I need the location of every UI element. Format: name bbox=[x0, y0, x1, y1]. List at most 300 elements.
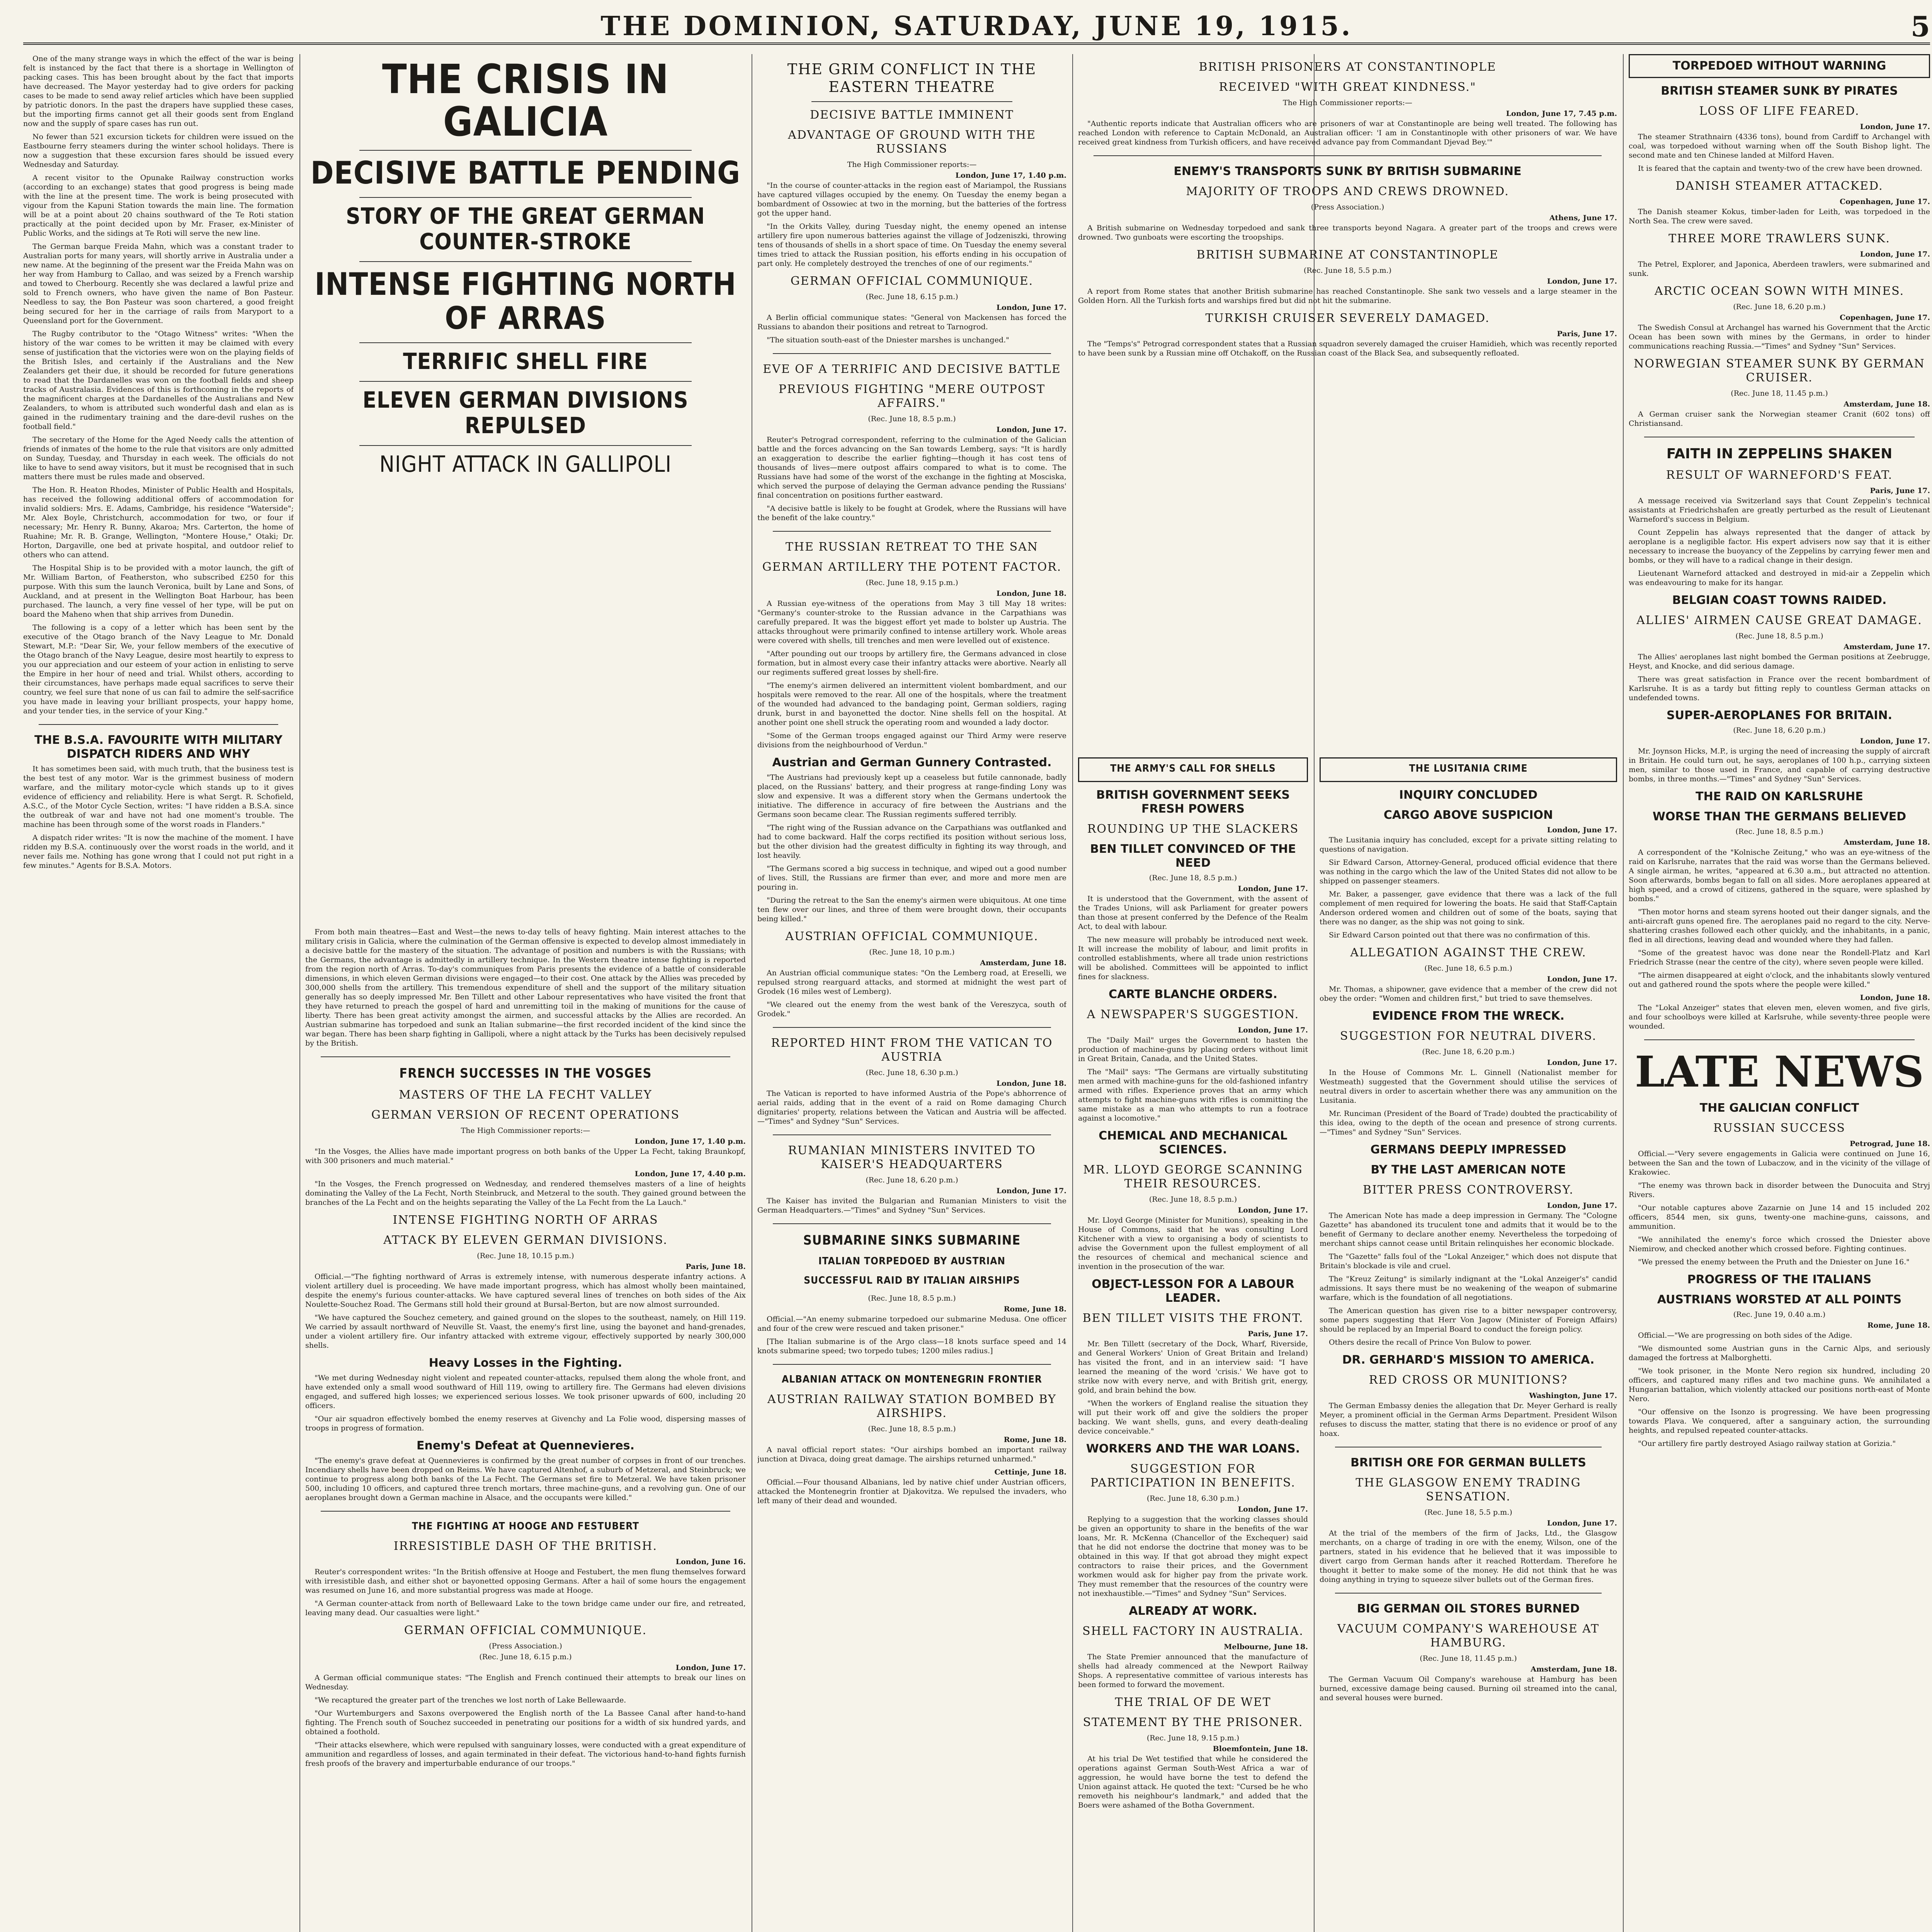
headline-faith-in-zeppelins: FAITH IN ZEPPELINS SHAKEN bbox=[1666, 446, 1893, 462]
dateline: London, June 17. bbox=[1547, 975, 1617, 983]
subheading: OBJECT-LESSON FOR A LABOUR LEADER. bbox=[1092, 1277, 1294, 1305]
subheading: BRITISH ORE FOR GERMAN BULLETS bbox=[1350, 1456, 1586, 1469]
dateline: London, June 17. bbox=[1238, 1206, 1308, 1214]
news-paragraph: Sir Edward Carson pointed out that there was no confirmation of this. bbox=[1329, 931, 1590, 939]
subheading: RUMANIAN MINISTERS INVITED TO KAISER'S HEADQUARTERS bbox=[788, 1144, 1036, 1171]
column-local-news bbox=[23, 54, 294, 1932]
news-paragraph: No fewer than 521 excursion tickets for children were issued on the Eastbourne ferry steamers during the winter school holidays. There is now a suggestion that these excursion fares should be issued every Wednesday and Saturday. bbox=[23, 133, 294, 169]
news-paragraph: Sir Edward Carson, Attorney-General, produced official evidence that there was nothing in the cargo which the law of the United States did not allow to be shipped on passenger steamers. bbox=[1320, 858, 1617, 885]
dateline: London, June 18. bbox=[996, 589, 1066, 598]
subheading: PREVIOUS FIGHTING "MERE OUTPOST AFFAIRS." bbox=[778, 383, 1046, 410]
received-line: (Rec. June 18, 6.15 p.m.) bbox=[479, 1653, 572, 1661]
subheading: Enemy's Defeat at Quennevieres. bbox=[416, 1439, 635, 1452]
dateline: London, June 17. bbox=[1238, 1505, 1308, 1514]
subheading: NORWEGIAN STEAMER SUNK BY GERMAN CRUISER. bbox=[1634, 357, 1925, 384]
news-paragraph: "The airmen disappeared at eight o'clock, and the inhabitants slowly ventured out and gathered round the spots where the people were killed." bbox=[1629, 971, 1930, 989]
column-lusitania bbox=[1320, 757, 1617, 1932]
dateline: London, June 18. bbox=[1860, 993, 1930, 1002]
column-army-shells bbox=[1078, 757, 1308, 1932]
summary-paragraph: From both main theatres—East and West—the news to-day tells of heavy fighting. Main interest attaches to the military crisis in Galicia, where the culmination of the German offensive is expected to develop almost immediately in a decisive battle for the mastery of the situation. The advantage of position and numbers is with the Russians; with the Germans, the advantage is admittedly in artillery technique. In the Western theatre intense fighting is reported from the region north of Arras. To-day's communiques from Paris presents the evidence of a battle of considerable dimensions, in which eleven German divisions were engaged—to their cost. One attack by the Allies was preceded by 300,000 shells from the artillery. This tremendous expenditure of shell and the support of the military situation generally has so deeply impressed Mr. Ben Tillett and other Labour representatives who have visited the front that they have returned to preach the gospel of hard and unremitting toil in the making of munitions for the cause of liberty. There has been great activity amongst the airmen, and successful attacks by the Allies are recorded. An Austrian submarine has torpedoed and sunk an Italian submarine—the first recorded incident of the kind since the war began. There has been sharp fighting in Gallipoli, where a night attack by the Turks has been decisively repulsed by the British. bbox=[305, 928, 746, 1048]
dateline: London, June 17. bbox=[1238, 1026, 1308, 1034]
subheading: MAJORITY OF TROOPS AND CREWS DROWNED. bbox=[1186, 185, 1509, 198]
news-paragraph: A German official communique states: "The English and French continued their attempts to break our lines on Wednesday. bbox=[305, 1673, 746, 1691]
subheading: WORSE THAN THE GERMANS BELIEVED bbox=[1652, 810, 1906, 823]
news-paragraph: Reuter's correspondent writes: "In the British offensive at Hooge and Festubert, the men flung themselves forward with irresistible dash, and either shot or bayonetted opposing Germans. After a hail of some hours the engagement was resumed on June 16, and more substantial progress was made at Hooge. bbox=[305, 1568, 746, 1595]
headline-submarine-sinks-submarine: SUBMARINE SINKS SUBMARINE bbox=[803, 1233, 1021, 1248]
subheading: RECEIVED "WITH GREAT KINDNESS." bbox=[1219, 80, 1476, 94]
subheading: BEN TILLET VISITS THE FRONT. bbox=[1082, 1311, 1304, 1325]
galicia-headline-block bbox=[305, 58, 746, 920]
subheading: GERMAN ARTILLERY THE POTENT FACTOR. bbox=[762, 560, 1062, 574]
news-paragraph: Official.—"Very severe engagements in Galicia were continued on June 16, between the San and the town of Lubaczow, and in the vicinity of the village of Krakowiec. bbox=[1629, 1150, 1930, 1177]
dateline: Copenhagen, June 17. bbox=[1840, 197, 1930, 206]
divider bbox=[39, 724, 278, 725]
dateline: London, June 17. bbox=[1547, 1058, 1617, 1067]
divider bbox=[359, 342, 692, 343]
received-line: (Rec. June 18, 11.45 p.m.) bbox=[1420, 1654, 1517, 1663]
news-paragraph: "Our offensive on the Isonzo is progressing. We have been progressing towards Plava. We conquered, after a sanguinary action, the surrounding heights, and repulsed repeated counter-attacks. bbox=[1629, 1408, 1930, 1435]
news-paragraph: "We took prisoner, in the Monte Nero region six hundred, including 20 officers, and captured many rifles and two machine guns. We annihilated a Hungarian battalion, which violently attacked our positions north-east of Monte Nero. bbox=[1629, 1367, 1930, 1403]
news-paragraph: A German cruiser sank the Norwegian steamer Cranit (602 tons) off Christiansand. bbox=[1629, 410, 1930, 428]
subheading: CHEMICAL AND MECHANICAL SCIENCES. bbox=[1099, 1129, 1287, 1156]
news-paragraph: The Rugby contributor to the "Otago Witness" writes: "When the history of the war comes to be written it may be claimed with every sense of justification that the victories were won on the playing fields of the British Isles, and certainly if the Australians and the New Zealanders get their due, it should be recorded for future generations to read that the Dardanelles was won on the football fields and sheep tracks of Australasia. Evidences of this is forthcoming in the reports of the magnificent charges at the Dardanelles of the Australians and New Zealanders, to whom is attributed such wonderful dash and elan as is gained in the rudimentary training and the dare-devil rushes on the football field." bbox=[23, 330, 294, 431]
subheading: ALLEGATION AGAINST THE CREW. bbox=[1350, 946, 1587, 959]
masthead bbox=[23, 8, 1930, 45]
dateline: Paris, June 17. bbox=[1248, 1330, 1308, 1338]
subheading: DR. GERHARD'S MISSION TO AMERICA. bbox=[1342, 1353, 1595, 1367]
subheading: GERMAN VERSION OF RECENT OPERATIONS bbox=[371, 1108, 680, 1122]
headline-torpedoed-without-warning: TORPEDOED WITHOUT WARNING bbox=[1672, 59, 1886, 73]
news-paragraph: A Berlin official communique states: "General von Mackensen has forced the Russians to abandon their positions and retreat to Tarnogrod. bbox=[757, 313, 1066, 331]
dateline: London, June 17. bbox=[1547, 1519, 1617, 1527]
news-paragraph: "Our Wurtemburgers and Saxons overpowered the English north of the La Bassee Canal after hand-to-hand fighting. The French south of Souchez succeeded in penetrating our positions for a width of six hundred yards, and obtained a foothold. bbox=[305, 1709, 746, 1736]
news-paragraph: The Allies' aeroplanes last night bombed the German positions at Zeebrugge, Heyst, and Knocke, and did serious damage. bbox=[1629, 653, 1930, 670]
news-paragraph: The German barque Freida Mahn, which was a constant trader to Australian ports for many years, will shortly arrive in Australia under a new name. At the beginning of the present war the Freida Mahn was on her way from Hamburg to Callao, and was seized by a French warship and towed to Cherbourg. Recently she was declared a lawful prize and sold to French owners, who have given the name of Bon Pasteur. Needless to say, the Bon Pasteur was soon chartered, a good freight being secured for her in the carriage of rails from Maryport to a Queensland port for the Government. bbox=[23, 242, 294, 325]
column-rule bbox=[1314, 757, 1315, 1932]
news-paragraph: "The enemy was thrown back in disorder between the Dunocuita and Stryj Rivers. bbox=[1629, 1181, 1930, 1199]
subheading: MASTERS OF THE LA FECHT VALLEY bbox=[399, 1088, 652, 1102]
dateline: London, June 17. bbox=[1547, 1201, 1617, 1210]
newspaper-title: THE DOMINION, SATURDAY, JUNE 19, 1915. bbox=[600, 11, 1353, 42]
news-paragraph: "In the course of counter-attacks in the region east of Mariampol, the Russians have captured villages occupied by the enemy. On Tuesday the enemy began a bombardment of Ossowiec at two in the morning, but the batteries of the fortress got the upper hand. bbox=[757, 181, 1066, 218]
news-paragraph: "We met during Wednesday night violent and repeated counter-attacks, repulsed them along the whole front, and have extended only a small wood southward of Hill 119, owing to artillery fire. The Germans had eleven divisions engaged, and suffered high losses; we experienced serious losses. We took prisoner upwards of 600, including 20 officers. bbox=[305, 1374, 746, 1410]
news-paragraph: The State Premier announced that the manufacture of shells had already commenced at the Newport Railway Shops. A representative committee of various interests has been formed to forward the movement. bbox=[1078, 1653, 1308, 1689]
news-paragraph: The Vatican is reported to have informed Austria of the Pope's abhorrence of aerial raids, adding that in the event of a raid on Rome damaging Church dignitaries' property, relations between the Vatican and Austria will be affected.—"Times" and Sydney "Sun" Services. bbox=[757, 1089, 1066, 1126]
news-paragraph: "During the retreat to the San the enemy's airmen were ubiquitous. At one time ten flew over our lines, and three of them were brought down, their occupants being killed." bbox=[757, 896, 1066, 923]
news-paragraph: Official.—Four thousand Albanians, led by native chief under Austrian officers, attacked the Montenegrin frontier at Djakovitza. We repulsed the invaders, who left many of their dead and wounded. bbox=[757, 1478, 1066, 1505]
news-paragraph: "The situation south-east of the Dniester marshes is unchanged." bbox=[767, 336, 1009, 344]
dateline: London, June 17. bbox=[996, 1187, 1066, 1195]
news-paragraph: "Our notable captures above Zazarnie on June 14 and 15 included 202 officers, 8544 men, six guns, twenty-one machine-guns, caissons, and ammunition. bbox=[1629, 1204, 1930, 1231]
news-paragraph: "The Germans scored a big success in technique, and wiped out a good number of lives. Still, the Russians are firmer than ever, and more and more men are pouring in. bbox=[757, 864, 1066, 891]
dateline: London, June 18. bbox=[996, 1079, 1066, 1088]
received-line: (Rec. June 18, 5.5 p.m.) bbox=[1424, 1508, 1512, 1517]
subheading: EVIDENCE FROM THE WRECK. bbox=[1372, 1009, 1565, 1023]
subheading: REPORTED HINT FROM THE VATICAN TO AUSTRIA bbox=[771, 1036, 1053, 1064]
news-paragraph: The "Temps's" Petrograd correspondent states that a Russian squadron severely damaged the cruiser Hamidieh, which was recently reported to have been sunk by a Russian mine off Otchakoff, on the Russian coast of the Black Sea, and subsequently refloated. bbox=[1078, 340, 1617, 357]
received-line: (Rec. June 18, 6.20 p.m.) bbox=[1733, 303, 1826, 311]
dateline: Amsterdam, June 18. bbox=[1844, 400, 1930, 408]
news-paragraph: It is feared that the captain and twenty-two of the crew have been drowned. bbox=[1638, 164, 1923, 173]
news-paragraph: At his trial De Wet testified that while he considered the operations against German South-West Africa a war of aggression, he would have borne the test to defend the Union against attack. He quoted the text: "Cursed be he who removeth his neighbour's landmark," and added that the Boers were ashamed of the Botha Government. bbox=[1078, 1755, 1308, 1810]
news-paragraph: There was great satisfaction in France over the recent bombardment of Karlsruhe. It is as a tardy but fitting reply to countless German attacks on undefended towns. bbox=[1629, 675, 1930, 702]
dateline: London, June 17. bbox=[996, 425, 1066, 434]
dateline: Paris, June 17. bbox=[1557, 330, 1617, 338]
news-paragraph: "Their attacks elsewhere, which were repulsed with sanguinary losses, were conducted with a great expenditure of ammunition and regardless of losses, and again terminated in their defeat. The victorious hand-to-hand fights furnish fresh proofs of the bravery and imperturbable endurance of our troops." bbox=[305, 1741, 746, 1768]
subheading: SUGGESTION FOR PARTICIPATION IN BENEFITS. bbox=[1090, 1462, 1296, 1490]
divider bbox=[773, 1223, 1051, 1224]
subheading: BIG GERMAN OIL STORES BURNED bbox=[1357, 1602, 1580, 1616]
column-rule bbox=[1072, 54, 1073, 1932]
news-paragraph: A Russian eye-witness of the operations from May 3 till May 18 writes: "Germany's counter-stroke to the Russian advance in the Carpathians was carefully prepared. It was the biggest effort yet made to bolster up Austria. The attacks throughout were primarily confined to intense artillery work. Whole areas were covered with shells, till trenches and men were levelled out of existence. bbox=[757, 599, 1066, 645]
subheading: PROGRESS OF THE ITALIANS bbox=[1687, 1273, 1872, 1286]
news-paragraph: A naval official report states: "Our airships bombed an important railway junction at Divaca, doing great damage. The airships returned unharmed." bbox=[757, 1446, 1066, 1463]
received-line: (Rec. June 18, 11.45 p.m.) bbox=[1731, 389, 1828, 398]
subheading: ROUNDING UP THE SLACKERS bbox=[1087, 822, 1299, 836]
dateline: Amsterdam, June 18. bbox=[980, 959, 1066, 967]
news-paragraph: In the House of Commons Mr. L. Ginnell (Nationalist member for Westmeath) suggested that the Government should utilise the services of neutral divers in order to ascertain whether there was any ammunition on the Lusitania. bbox=[1320, 1068, 1617, 1105]
news-paragraph: "In the Orkits Valley, during Tuesday night, the enemy opened an intense artillery fire upon numerous batteries against the village of Jodzeniszki, throwing tens of thousands of shells in a short space of time. On Tuesday the enemy several times tried to attack the Russian position, his efforts ending in his occupation of part only. He completely destroyed the trenches of one of our regiments." bbox=[757, 222, 1066, 268]
news-paragraph: A British submarine on Wednesday torpedoed and sank three transports beyond Nagara. A greater part of the troops and crews were drowned. Two gunboats were escorting the troopships. bbox=[1078, 224, 1617, 242]
news-paragraph: Reuter's Petrograd correspondent, referring to the culmination of the Galician battle and the forces advancing on the San towards Lemberg, says: "It is hardly an exaggeration to describe the earlier fighting—though it has cost tens of thousands of lives—mere outpost affairs compared to what is to come. The Russians have had some of the worst of the exchange in the fighting at Mosciska, which served the purpose of delaying the German advance pending the Russians' final concentration on positions further eastward. bbox=[757, 435, 1066, 500]
subheading: GERMAN OFFICIAL COMMUNIQUE. bbox=[404, 1624, 647, 1637]
dateline: Paris, June 18. bbox=[685, 1262, 746, 1271]
headline-decisive-battle: DECISIVE BATTLE PENDING bbox=[310, 155, 741, 191]
headline-italian-torpedoed: ITALIAN TORPEDOED BY AUSTRIAN bbox=[818, 1255, 1005, 1267]
headline-german-counter-stroke: STORY OF THE GREAT GERMAN COUNTER-STROKE bbox=[346, 203, 705, 255]
subheading: ADVANTAGE OF GROUND WITH THE RUSSIANS bbox=[788, 128, 1036, 156]
news-paragraph: "In the Vosges, the Allies have made important progress on both banks of the Upper La Fecht, taking Braunkopf, with 300 prisoners and much material." bbox=[305, 1147, 746, 1165]
dateline: London, June 17. bbox=[675, 1663, 746, 1672]
page-number: 5 bbox=[1910, 10, 1930, 43]
subheading: RED CROSS OR MUNITIONS? bbox=[1369, 1373, 1568, 1387]
news-paragraph: Official.—"We are progressing on both sides of the Adige. bbox=[1638, 1331, 1852, 1340]
dateline: Melbourne, June 18. bbox=[1224, 1643, 1308, 1651]
headline-lusitania-crime: THE LUSITANIA CRIME bbox=[1409, 763, 1528, 774]
subheading: INQUIRY CONCLUDED bbox=[1399, 788, 1538, 802]
received-line: (Rec. June 18, 6.5 p.m.) bbox=[1424, 964, 1512, 973]
dateline: Rome, June 18. bbox=[1003, 1435, 1066, 1444]
subheading: GERMANS DEEPLY IMPRESSED bbox=[1370, 1143, 1566, 1156]
divider bbox=[359, 261, 692, 262]
dateline: Washington, June 17. bbox=[1529, 1391, 1617, 1400]
news-paragraph: "We cleared out the enemy from the west bank of the Vereszyca, south of Grodek." bbox=[757, 1000, 1066, 1018]
news-paragraph: "Then motor horns and steam syrens hooted out their danger signals, and the anti-aircraft guns opened fire. The aeroplanes paid no regard to the city. Nerve-shattering crashes followed each other quickly, and the inhabitants, in a panic, fled in all directions, leaving dead and wounded where they had fallen. bbox=[1629, 908, 1930, 944]
received-line: (Rec. June 18, 6.30 p.m.) bbox=[866, 1068, 958, 1077]
dateline: Bloemfontein, June 18. bbox=[1213, 1745, 1308, 1753]
advertisement-paragraph: A dispatch rider writes: "It is now the machine of the moment. I have ridden my B.S.A. continuously over the worst roads in the world, and it never fails me. Nothing has gone wrong that I could not put right in a few minutes." Agents for B.S.A. Motors. bbox=[23, 833, 294, 870]
advertisement-paragraph: It has sometimes been said, with much truth, that the business test is the best test of any motor. War is the grimmest business of modern warfare, and the military motor-cycle which stands up to it gives evidence of efficiency and reliability. Here is what Sergt. R. Schofield, A.S.C., of the Motor Cycle Section, writes: "I have ridden a B.S.A. since the outbreak of war and have not had one moment's trouble. The machine has been through some of the worst roads in Flanders." bbox=[23, 765, 294, 829]
subheading: TURKISH CRUISER SEVERELY DAMAGED. bbox=[1205, 311, 1490, 325]
news-paragraph: "When the workers of England realise the situation they will put their work off and give the soldiers the proper backing. We want shells, guns, and every death-dealing device conceivable." bbox=[1078, 1399, 1308, 1435]
divider bbox=[321, 1511, 730, 1512]
divider bbox=[321, 1056, 730, 1057]
divider bbox=[1094, 155, 1602, 156]
news-paragraph: It is understood that the Government, with the assent of the Trades Unions, will ask Parliament for greater powers than those at present conferred by the Defence of the Realm Act, to deal with labour. bbox=[1078, 895, 1308, 931]
news-paragraph: Count Zeppelin has always represented that the danger of attack by aeroplane is a negligible factor. His expert advisers now say that it is either necessary to increase the buoyancy of the Zeppelins by carrying fewer men and bombs, or they will have to a radical change in their design. bbox=[1629, 528, 1930, 565]
news-paragraph: The "Mail" says: "The Germans are virtually substituting men armed with machine-guns for the old-fashioned infantry armed with rifles. Experience proves that an army which attempts to fight machine-guns with rifles is committing the same mistake as a man who attempts to run a footrace against a locomotive." bbox=[1078, 1068, 1308, 1122]
received-line: (Rec. June 18, 8.5 p.m.) bbox=[1149, 1195, 1237, 1204]
dateline: London, June 17, 7.45 p.m. bbox=[1506, 109, 1617, 118]
credit-line: The High Commissioner reports:— bbox=[847, 160, 977, 169]
torpedoed-box bbox=[1629, 54, 1930, 78]
subheading: ALLIES' AIRMEN CAUSE GREAT DAMAGE. bbox=[1636, 614, 1922, 627]
received-line: (Rec. June 18, 5.5 p.m.) bbox=[1303, 266, 1392, 275]
subheading: AUSTRIAN OFFICIAL COMMUNIQUE. bbox=[785, 930, 1039, 943]
dateline: Amsterdam, June 18. bbox=[1531, 1665, 1617, 1673]
news-paragraph: A recent visitor to the Opunake Railway construction works (according to an exchange) states that good progress is being made with the line at the present time. The work is being prosecuted with vigour from the Kapuni Station towards the main line. The formation will be at a point about 20 chains southward of the Te Roti station practically at the point decided upon by Mr. Fraser, ex-Minister of Public Works, and the sidings at Te Roti will serve the new line. bbox=[23, 173, 294, 238]
subheading: BRITISH STEAMER SUNK BY PIRATES bbox=[1661, 84, 1898, 98]
dateline: London, June 17. bbox=[996, 303, 1066, 312]
credit-line: The High Commissioner reports:— bbox=[1283, 99, 1412, 107]
news-paragraph: "Our artillery fire partly destroyed Asiago railway station at Gorizia." bbox=[1638, 1439, 1896, 1448]
headline-albanian-attack: ALBANIAN ATTACK ON MONTENEGRIN FRONTIER bbox=[782, 1374, 1042, 1385]
divider bbox=[1335, 1593, 1602, 1594]
subheading: ARCTIC OCEAN SOWN WITH MINES. bbox=[1654, 284, 1905, 298]
news-paragraph: "The enemy's grave defeat at Quennevieres is confirmed by the great number of corpses in front of our trenches. Incendiary shells have been dropped on Reims. We have captured Altenhof, a suburb of Metzeral, and Steinbruck; we continue to progress along both banks of the La Fecht. The Germans set fire to Metzeral. We have taken prisoner 500, including 10 officers, and captured three trench mortars, three machine-guns, and a revolving gun. One of our aeroplanes brought down a German machine in Alsace, and the occupants were killed." bbox=[305, 1456, 746, 1502]
headline-army-call-for-shells: THE ARMY'S CALL FOR SHELLS bbox=[1110, 763, 1276, 774]
news-paragraph: At the trial of the members of the firm of Jacks, Ltd., the Glasgow merchants, on a charge of trading in ore with the enemy, Wilson, one of the partners, stated in his evidence that he believed that it was impossible to divert cargo from German hands after it reached Rotterdam. Therefore he thought it better to make some of the money. He did not think that he was doing anything in trying to squeeze silver bullets out of the German fires. bbox=[1320, 1529, 1617, 1584]
dateline: Amsterdam, June 17. bbox=[1844, 643, 1930, 651]
received-line: (Rec. June 19, 0.40 a.m.) bbox=[1733, 1310, 1826, 1319]
news-paragraph: A correspondent of the "Kolnische Zeitung," who was an eye-witness of the raid on Karlsruhe, narrates that the raid was worse than the Germans believed. A single airman, he writes, "appeared at 6.30 a.m., but attracted no attention. Soon afterwards, bombs began to fall on all sides. More aeroplanes appeared at high speed, and a crowd of citizens, gathered in the square, were splashed by bombs." bbox=[1629, 848, 1930, 903]
subheading: BRITISH PRISONERS AT CONSTANTINOPLE bbox=[1199, 60, 1497, 74]
advertisement-heading: THE B.S.A. FAVOURITE WITH MILITARY DISPATCH RIDERS AND WHY bbox=[34, 733, 282, 761]
news-paragraph: Lieutenant Warneford attacked and destroyed in mid-air a Zeppelin which was endeavouring to make for its hangar. bbox=[1629, 569, 1930, 587]
news-paragraph: The Hospital Ship is to be provided with a motor launch, the gift of Mr. William Barton, of Featherston, who subscribed £250 for this purpose. With this sum the launch Veronica, built by Lane and Sons, of Auckland, and at present in the Wellington Boat Harbour, has been purchased. The launch, a very fine vessel of her type, will be put on board the Maheno when that ship arrives from Dunedin. bbox=[23, 564, 294, 619]
subheading: WORKERS AND THE WAR LOANS. bbox=[1086, 1442, 1300, 1456]
subheading: RUSSIAN SUCCESS bbox=[1713, 1121, 1845, 1135]
news-paragraph: An Austrian official communique states: "On the Lemberg road, at Ereselli, we repulsed strong rearguard attacks, and stormed at midnight the west part of Grodek (16 miles west of Lemberg). bbox=[757, 969, 1066, 996]
headline-eleven-divisions: ELEVEN GERMAN DIVISIONS REPULSED bbox=[362, 387, 689, 439]
news-paragraph: Official.—"The fighting northward of Arras is extremely intense, with numerous desperate infantry actions. A violent artillery duel is proceeding. We have made important progress, which has almost wholly been maintained, despite the enemy's furious counter-attacks. We have captured several lines of trenches on both sides of the Aix Noulette-Souchez Road. The Germans still hold their ground at Bursal-Berton, but are now almost surrounded. bbox=[305, 1272, 746, 1309]
subheading: RESULT OF WARNEFORD'S FEAT. bbox=[1666, 468, 1893, 482]
divider bbox=[811, 101, 1012, 102]
headline-north-of-arras: INTENSE FIGHTING NORTH OF ARRAS bbox=[315, 266, 736, 336]
divider bbox=[359, 150, 692, 151]
news-paragraph: The new measure will probably be introduced next week. It will increase the mobility of labour, and limit profits in controlled establishments, where all trade union restrictions will be abolished. Committees will be appointed to inflict fines for slackness. bbox=[1078, 935, 1308, 981]
divider bbox=[773, 1027, 1051, 1028]
news-paragraph: "Our air squadron effectively bombed the enemy reserves at Givenchy and La Folie wood, dispersing masses of troops in progress of formation. bbox=[305, 1415, 746, 1432]
received-line: (Rec. June 18, 9.15 p.m.) bbox=[1146, 1734, 1240, 1742]
news-paragraph: The American Note has made a deep impression in Germany. The "Cologne Gazette" has abandoned its truculent tone and admits that it would be to the benefit of Germany to declare another enemy. Nevertheless the torpedoing of merchant ships cannot cease until Britain relinquishes her economic blockade. bbox=[1320, 1211, 1617, 1248]
subheading: BRITISH GOVERNMENT SEEKS FRESH POWERS bbox=[1096, 788, 1290, 816]
divider bbox=[1644, 1039, 1915, 1040]
received-line: (Rec. June 18, 6.30 p.m.) bbox=[1146, 1494, 1240, 1503]
subheading: BY THE LAST AMERICAN NOTE bbox=[1371, 1163, 1566, 1177]
news-paragraph: "We annihilated the enemy's force which crossed the Dniester above Niemirow, and checked another which crossed before. Fighting continues. bbox=[1629, 1235, 1930, 1253]
subheading: DECISIVE BATTLE IMMINENT bbox=[810, 108, 1014, 122]
subheading: SUPER-AEROPLANES FOR BRITAIN. bbox=[1667, 709, 1892, 722]
divider bbox=[359, 381, 692, 382]
news-paragraph: Mr. Baker, a passenger, gave evidence that there was a lack of the full complement of men required for lowering the boats. He said that Staff-Captain Anderson ordered women and children out of some of the boats, saying that there was no danger, as the ship was not going to sink. bbox=[1320, 890, 1617, 926]
dateline: London, June 17, 4.40 p.m. bbox=[634, 1170, 746, 1178]
news-paragraph: Mr. Ben Tillett (secretary of the Dock, Wharf, Riverside, and General Workers' Union of Great Britain and Ireland) has visited the front, and in an interview said: "I have learned the meaning of the word 'crisis.' We have got to strike now with every nerve, and with British grit, energy, gold, and brain behind the bow. bbox=[1078, 1340, 1308, 1395]
received-line: (Rec. June 18, 10.15 p.m.) bbox=[477, 1252, 574, 1260]
subheading: AUSTRIAN RAILWAY STATION BOMBED BY AIRSHIPS. bbox=[767, 1393, 1056, 1420]
subheading: SHELL FACTORY IN AUSTRALIA. bbox=[1082, 1624, 1304, 1638]
news-paragraph: "Some of the greatest havoc was done near the Rondell-Platz and Karl Friedrich Strasse (near the centre of the city), where seven people were killed. bbox=[1629, 949, 1930, 966]
subheading: SUGGESTION FOR NEUTRAL DIVERS. bbox=[1340, 1029, 1597, 1043]
news-paragraph: "A decisive battle is likely to be fought at Grodek, where the Russians will have the benefit of the lake country." bbox=[757, 504, 1066, 522]
subheading: THE RUSSIAN RETREAT TO THE SAN bbox=[785, 540, 1039, 554]
dateline: London, June 17, 1.40 p.m. bbox=[955, 171, 1066, 180]
received-line: (Rec. June 18, 8.5 p.m.) bbox=[1735, 827, 1823, 836]
subheading: IRRESISTIBLE DASH OF THE BRITISH. bbox=[393, 1539, 658, 1553]
news-paragraph: "Authentic reports indicate that Australian officers who are prisoners of war at Constantinople are being well treated. The following has reached London with reference to Captain McDonald, an Australian officer: 'I am in Constantinople with other prisoners of war. We have received great kindness from Turkish officers, and have received advance pay from Commandant Djevad Bey.'" bbox=[1078, 119, 1617, 146]
news-paragraph: Others desire the recall of Prince Von Bulow to power. bbox=[1329, 1338, 1532, 1347]
news-paragraph: "After pounding out our troops by artillery fire, the Germans advanced in close formation, but in almost every case their infantry attacks were abortive. Nearly all our regiments suffered great losses by shell-fire. bbox=[757, 650, 1066, 677]
subheading: EVE OF A TERRIFIC AND DECISIVE BATTLE bbox=[763, 362, 1061, 376]
news-paragraph: Official.—"An enemy submarine torpedoed our submarine Medusa. One officer and four of the crew were rescued and taken prisoner." bbox=[757, 1315, 1066, 1333]
subheading: THE RAID ON KARLSRUHE bbox=[1696, 790, 1863, 803]
subheading: DANISH STEAMER ATTACKED. bbox=[1675, 179, 1883, 193]
subheading: CARGO ABOVE SUSPICION bbox=[1383, 808, 1553, 822]
news-paragraph: "We pressed the enemy between the Pruth and the Dniester on June 16." bbox=[1638, 1258, 1910, 1266]
news-paragraph: "We recaptured the greater part of the trenches we lost north of Lake Bellewaarde. bbox=[315, 1696, 626, 1704]
news-paragraph: The German Embassy denies the allegation that Dr. Meyer Gerhard is really Meyer, a prominent official in the German Arms Department. President Wilson refuses to discuss the matter, stating that there is no evidence or proof of any hoax. bbox=[1320, 1401, 1617, 1438]
dateline: Copenhagen, June 17. bbox=[1840, 313, 1930, 322]
news-paragraph: "The Austrians had previously kept up a ceaseless but futile cannonade, badly placed, on the Russians' battery, and their progress at range-finding Lony was slow and expensive. It was a different story when the Germans undertook the initiative. The difference in accuracy of fire between the Austrians and the Germans soon became clear. The Russian regiments suffered terribly. bbox=[757, 773, 1066, 819]
subheading: BELGIAN COAST TOWNS RAIDED. bbox=[1672, 594, 1887, 607]
news-paragraph: [The Italian submarine is of the Argo class—18 knots surface speed and 14 knots submarine speed; two torpedo tubes; 1200 miles radius.] bbox=[757, 1337, 1066, 1355]
divider bbox=[773, 1364, 1051, 1365]
credit-line: The High Commissioner reports:— bbox=[461, 1126, 590, 1135]
received-line: (Rec. June 18, 10 p.m.) bbox=[869, 948, 955, 956]
subheading: BITTER PRESS CONTROVERSY. bbox=[1363, 1183, 1574, 1197]
subheading: THREE MORE TRAWLERS SUNK. bbox=[1668, 232, 1890, 245]
column-eastern-theatre bbox=[757, 54, 1066, 1932]
received-line: (Rec. June 18, 9.15 p.m.) bbox=[866, 578, 958, 587]
received-line: (Rec. June 18, 6.15 p.m.) bbox=[866, 293, 958, 301]
column-rule bbox=[1623, 54, 1624, 1932]
subheading: VACUUM COMPANY'S WAREHOUSE AT HAMBURG. bbox=[1337, 1622, 1600, 1650]
late-news-heading: LATE NEWS bbox=[1634, 1047, 1924, 1097]
subheading: Heavy Losses in the Fighting. bbox=[429, 1356, 622, 1370]
subheading: A NEWSPAPER'S SUGGESTION. bbox=[1087, 1008, 1299, 1021]
news-paragraph: A message received via Switzerland says that Count Zeppelin's technical assistants at Friedrichshafen are greatly perturbed as the result of Lieutenant Warneford's success in Belgium. bbox=[1629, 497, 1930, 524]
news-paragraph: "In the Vosges, the French progressed on Wednesday, and rendered themselves masters of a line of heights dominating the Valley of the La Fecht, North Steinbruck, and Metzeral to the south. They gained ground between the branches of the La Fecht and on the heights separating the Valley of the La Fecht from the La Lauch." bbox=[305, 1180, 746, 1207]
credit-line: (Press Association.) bbox=[1311, 203, 1384, 211]
news-paragraph: The Kaiser has invited the Bulgarian and Rumanian Ministers to visit the German Headquarters.—"Times" and Sydney "Sun" Services. bbox=[757, 1197, 1066, 1214]
news-paragraph: The "Lokal Anzeiger" states that eleven men, eleven women, and five girls, and four schoolboys were killed at Karlsruhe, while seventy-three people were wounded. bbox=[1629, 1003, 1930, 1031]
news-paragraph: "A German counter-attack from north of Bellewaard Lake to the town bridge came under our fire, and retreated, leaving many dead. Our casualties were light." bbox=[305, 1599, 746, 1617]
news-paragraph: "We have captured the Souchez cemetery, and gained ground on the slopes to the southeast, namely, on Hill 119. We carried by assault northward of Neuville St. Vaast, the enemy's first line, using the bayonet and hand-grenades, under a violent artillery fire. Our infantry attacked with extreme vigour, effectively supported by nearly 300,000 shells. bbox=[305, 1313, 746, 1350]
dateline: Petrograd, June 18. bbox=[1850, 1139, 1930, 1148]
news-paragraph: The "Gazette" falls foul of the "Lokal Anzeiger," which does not dispute that Britain's blockade is vile and cruel. bbox=[1320, 1252, 1617, 1270]
received-line: (Rec. June 18, 8.5 p.m.) bbox=[868, 1294, 956, 1303]
subheading: MR. LLOYD GEORGE SCANNING THEIR RESOURCES. bbox=[1083, 1163, 1303, 1190]
divider bbox=[359, 197, 692, 198]
dateline: Athens, June 17. bbox=[1549, 214, 1617, 222]
subheading: CARTE BLANCHE ORDERS. bbox=[1109, 988, 1277, 1001]
subheading: THE GALICIAN CONFLICT bbox=[1699, 1101, 1859, 1115]
news-paragraph: The Hon. R. Heaton Rhodes, Minister of Public Health and Hospitals, has received the following additional offers of accommodation for invalid soldiers: Mrs. E. Adams, Cambridge, his residence "Waterside"; Mr. Alex Boyle, Christchurch, accommodation for two, or four if necessary; Mr. Henry R. Bunny, Akaroa; Mrs. Carterton, the home of Ruahine; Mr. R. B. Grange, Wellington, "Montere House," Otaki; Dr. Horton, Dargaville, one bed at private hospital, and outdoor relief to others who can attend. bbox=[23, 486, 294, 559]
news-paragraph: "Some of the German troops engaged against our Third Army were reserve divisions from the neighbourhood of Verdun." bbox=[757, 731, 1066, 749]
column-dardanelles bbox=[1078, 54, 1617, 740]
lusitania-box bbox=[1320, 757, 1617, 782]
subheading: AUSTRIANS WORSTED AT ALL POINTS bbox=[1657, 1293, 1902, 1306]
received-line: (Rec. June 18, 8.5 p.m.) bbox=[1149, 874, 1237, 882]
subheading: STATEMENT BY THE PRISONER. bbox=[1083, 1716, 1303, 1729]
subheading: ALREADY AT WORK. bbox=[1129, 1604, 1257, 1618]
news-paragraph: The "Kreuz Zeitung" is similarly indignant at the "Lokal Anzeiger's" candid admissions. It says there must be no weakening of the weapon of submarine warfare, which is the foundation of all negotiations. bbox=[1320, 1275, 1617, 1302]
subheading: LOSS OF LIFE FEARED. bbox=[1699, 104, 1860, 118]
dateline: London, June 17. bbox=[1860, 737, 1930, 745]
dateline: London, June 17. bbox=[1547, 277, 1617, 286]
news-paragraph: Mr. Lloyd George (Minister for Munitions), speaking in the House of Commons, said that he was consulting Lord Kitchener with a view to organising a body of scientists to advise the Government upon the fullest employment of all the resources of chemical and mechanical science and invention in the prosecution of the war. bbox=[1078, 1216, 1308, 1271]
dateline: London, June 16. bbox=[675, 1558, 746, 1566]
headline-italian-airships: SUCCESSFUL RAID BY ITALIAN AIRSHIPS bbox=[804, 1275, 1020, 1286]
received-line: (Rec. June 18, 8.5 p.m.) bbox=[868, 415, 956, 423]
news-paragraph: A report from Rome states that another British submarine has reached Constantinople. She sank two vessels and a large steamer in the Golden Horn. All the Turkish forts and warships fired but did not hit the submarine. bbox=[1078, 287, 1617, 305]
received-line: (Rec. June 18, 6.20 p.m.) bbox=[866, 1176, 958, 1184]
news-paragraph: Replying to a suggestion that the working classes should be given an opportunity to share in the benefits of the war loans, Mr. R. McKenna (Chancellor of the Exchequer) said that he did not endorse the doctrine that money was to be obtained in this way. If that got abroad they might expect contractors to raise their prices, and the Government workmen would ask for higher pay from the private work. They must remember that the resources of the country were not inexhaustible.—"Times" and Sydney "Sun" Services. bbox=[1078, 1515, 1308, 1598]
received-line: (Rec. June 18, 6.20 p.m.) bbox=[1733, 726, 1826, 735]
headline-crisis-in-galicia: THE CRISIS IN GALICIA bbox=[382, 58, 669, 145]
news-paragraph: The steamer Strathnairn (4336 tons), bound from Cardiff to Archangel with coal, was torpedoed without warning when off the South Bishop light. The second mate and ten Chinese landed at Milford Haven. bbox=[1629, 133, 1930, 160]
news-paragraph: The German Vacuum Oil Company's warehouse at Hamburg has been burned, excessive damage being caused. Burning oil streamed into the canal, and several houses were burned. bbox=[1320, 1675, 1617, 1702]
news-paragraph: "The right wing of the Russian advance on the Carpathians was outflanked and had to come backward. Half the corps rectified its position without serious loss, but the other division had the greatest difficulty in fighting its way through, and lost heavily. bbox=[757, 823, 1066, 860]
dateline: Rome, June 18. bbox=[1867, 1321, 1930, 1330]
subheading: INTENSE FIGHTING NORTH OF ARRAS bbox=[393, 1213, 658, 1227]
dateline: Amsterdam, June 18. bbox=[1844, 838, 1930, 847]
subheading: ENEMY'S TRANSPORTS SUNK BY BRITISH SUBMARINE bbox=[1173, 165, 1522, 178]
news-paragraph: Mr. Runciman (President of the Board of Trade) doubted the practicability of this idea, owing to the depth of the ocean and presence of strong currents.—"Times" and Sydney "Sun" Services. bbox=[1320, 1109, 1617, 1136]
news-paragraph: Mr. Thomas, a shipowner, gave evidence that a member of the crew did not obey the order: "Women and children first," but tried to save themselves. bbox=[1320, 985, 1617, 1003]
news-paragraph: The Danish steamer Kokus, timber-laden for Leith, was torpedoed in the North Sea. The crew were saved. bbox=[1629, 207, 1930, 225]
news-paragraph: "The enemy's airmen delivered an intermittent violent bombardment, and our hospitals were removed to the rear. All one of the hospitals, where the treatment of the wounded had advanced to the bandaging point, German soldiers, raging drunk, burst in and bayonetted the doctor. Nine shells fell on the hospital. At another point one shell struck the operating room and wounded a lady doctor. bbox=[757, 681, 1066, 727]
news-paragraph: "We dismounted some Austrian guns in the Carnic Alps, and seriously damaged the fortress at Malborghetti. bbox=[1629, 1344, 1930, 1362]
news-paragraph: One of the many strange ways in which the effect of the war is being felt is instanced by the fact that there is a shortage in Wellington of packing cases. This has been brought about by the fact that imports have decreased. The Mayor yesterday had to give orders for packing cases to be made to send away relief articles which have been supplied by patriotic donors. In the past the drapers have supplied these cases, but the importing firms cannot get all their goods sent from England now and the supply of spare cases has run out. bbox=[23, 54, 294, 128]
dateline: London, June 17. bbox=[1547, 826, 1617, 834]
news-paragraph: The Swedish Consul at Archangel has warned his Government that the Arctic Ocean has been sown with mines by the Germans, in order to hinder communications reaching Russia.—"Times" and Sydney "Sun" Services. bbox=[1629, 323, 1930, 350]
subheading: BRITISH SUBMARINE AT CONSTANTINOPLE bbox=[1196, 248, 1499, 262]
army-call-box bbox=[1078, 757, 1308, 782]
divider bbox=[773, 353, 1051, 354]
divider bbox=[359, 445, 692, 446]
dateline: London, June 17, 1.40 p.m. bbox=[634, 1137, 746, 1146]
divider bbox=[773, 1134, 1051, 1135]
headline-hooge: THE FIGHTING AT HOOGE AND FESTUBERT bbox=[412, 1520, 639, 1532]
subheading: GERMAN OFFICIAL COMMUNIQUE. bbox=[790, 274, 1034, 288]
subheading: Austrian and German Gunnery Contrasted. bbox=[772, 756, 1052, 769]
headline-night-attack: NIGHT ATTACK IN GALLIPOLI bbox=[379, 451, 672, 477]
dateline: Paris, June 17. bbox=[1870, 486, 1930, 495]
news-paragraph: The following is a copy of a letter which has been sent by the executive of the Otago branch of the Navy League to Mr. Donald Stewart, M.P.: "Dear Sir, We, your fellow members of the executive of the Otago branch of the Navy League, desire most heartily to express to you our appreciation and our esteem of your action in enlisting to serve the Empire in her hour of need and trial. Whilst others, according to their circumstances, have perhaps made equal sacrifices to serve their country, we feel sure that none of us can fail to admire the self-sacrifice you have made in leaving your brilliant prospects, your happy home, and your tender ties, in the service of your King." bbox=[23, 623, 294, 715]
received-line: (Rec. June 18, 6.20 p.m.) bbox=[1422, 1048, 1515, 1056]
received-line: (Rec. June 18, 8.5 p.m.) bbox=[1735, 632, 1823, 640]
column-naval-air bbox=[1629, 54, 1930, 1932]
subheading: BEN TILLET CONVINCED OF THE NEED bbox=[1090, 842, 1296, 870]
news-paragraph: Mr. Joynson Hicks, M.P., is urging the need of increasing the supply of aircraft in Britain. He could turn out, he says, aeroplanes of 100 h.p., carrying sixteen men, similar to those used in France, and capable of carrying destructive bombs, in three months.—"Times" and Sydney "Sun" Services. bbox=[1629, 747, 1930, 783]
subheading: THE GLASGOW ENEMY TRADING SENSATION. bbox=[1355, 1476, 1581, 1503]
dateline: Cettinje, June 18. bbox=[994, 1468, 1066, 1476]
column-rule bbox=[299, 54, 300, 1932]
news-paragraph: The American question has given rise to a bitter newspaper controversy, some papers suggesting that Herr Von Jagow (Minister of Foreign Affairs) should be replaced by an Imperial Board to conduct the foreign policy. bbox=[1320, 1306, 1617, 1333]
divider bbox=[773, 531, 1051, 532]
news-paragraph: The "Daily Mail" urges the Government to hasten the production of machine-guns by placing orders without limit in Great Britain, Canada, and the United States. bbox=[1078, 1036, 1308, 1063]
news-paragraph: The secretary of the Home for the Aged Needy calls the attention of friends of inmates of the home to the rule that visitors are only admitted on Sunday, Tuesday, and Thursday in each week. The officials do not like to have to send away visitors, but it must be recognised that in such matters there must be rules made and observed. bbox=[23, 435, 294, 481]
column-western-front bbox=[305, 927, 746, 1932]
dateline: London, June 17. bbox=[1238, 884, 1308, 893]
dateline: London, June 17. bbox=[1860, 122, 1930, 131]
news-paragraph: The Lusitania inquiry has concluded, except for a private sitting relating to questions of navigation. bbox=[1320, 836, 1617, 854]
subheading: ATTACK BY ELEVEN GERMAN DIVISIONS. bbox=[383, 1233, 668, 1247]
headline-vosges: FRENCH SUCCESSES IN THE VOSGES bbox=[399, 1066, 652, 1081]
received-line: (Rec. June 18, 8.5 p.m.) bbox=[868, 1425, 956, 1433]
headline-grim-conflict: THE GRIM CONFLICT IN THE EASTERN THEATRE bbox=[787, 61, 1037, 95]
